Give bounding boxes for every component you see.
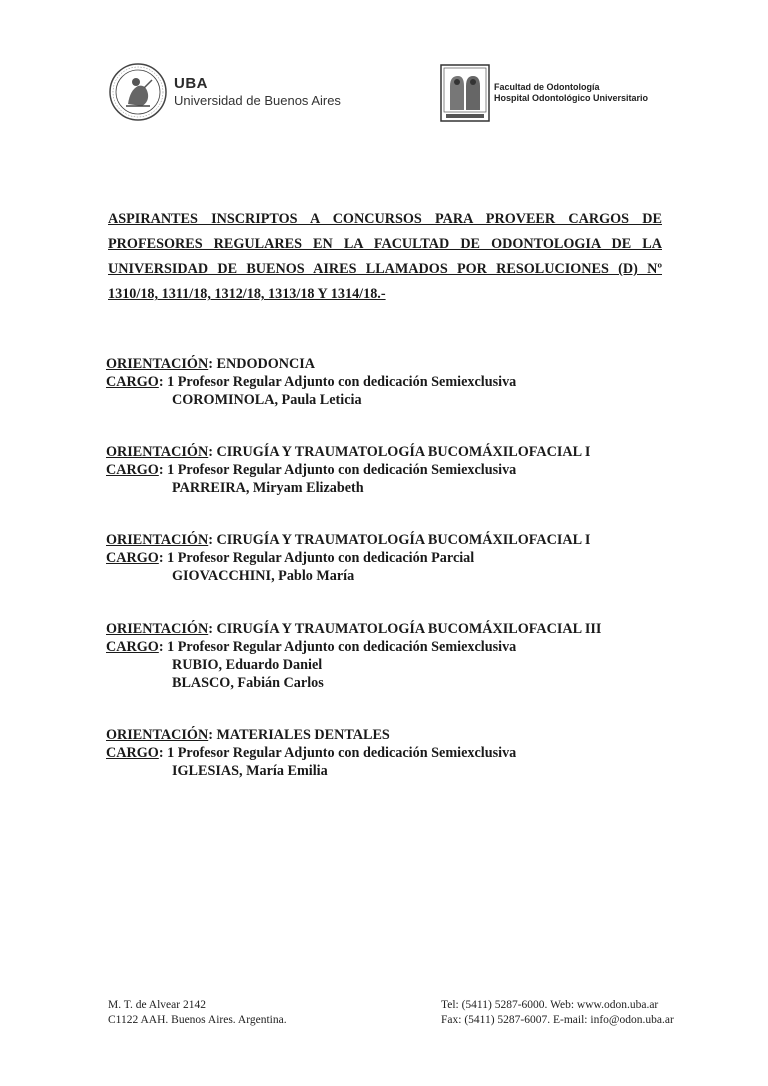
footer-contact bbox=[441, 998, 674, 1028]
orientacion-label: ORIENTACIÓN bbox=[106, 621, 209, 637]
cargo-value: 1 Profesor Regular Adjunto con dedicación Semiexclusiva bbox=[167, 639, 517, 655]
applicant-name: IGLESIAS, María Emilia bbox=[172, 763, 328, 779]
section-cirugia-1-parcial bbox=[106, 531, 590, 585]
cargo-row: CARGO: 1 Profesor Regular Adjunto con dedicación Semiexclusiva bbox=[106, 462, 517, 478]
applicant-name: RUBIO, Eduardo Daniel bbox=[172, 657, 323, 673]
cargo-value: 1 Profesor Regular Adjunto con dedicación Semiexclusiva bbox=[167, 745, 517, 761]
hospital-name: Hospital Odontológico Universitario bbox=[494, 93, 649, 103]
title-line: PROFESORES REGULARES EN LA FACULTAD DE ODONTOLOGIA DE LA bbox=[108, 236, 662, 252]
orientacion-label: ORIENTACIÓN bbox=[106, 532, 209, 548]
address-street: M. T. de Alvear 2142 bbox=[108, 999, 206, 1011]
document-title bbox=[108, 207, 662, 307]
cargo-value: 1 Profesor Regular Adjunto con dedicación Semiexclusiva bbox=[167, 374, 517, 390]
applicant-name: PARREIRA, Miryam Elizabeth bbox=[172, 480, 364, 496]
orientacion-row: ORIENTACIÓN: ENDODONCIA bbox=[106, 356, 316, 372]
cargo-label: CARGO bbox=[106, 550, 159, 566]
orientacion-row: ORIENTACIÓN: MATERIALES DENTALES bbox=[106, 727, 390, 743]
faculty-emblem-icon bbox=[440, 64, 490, 122]
title-line: UNIVERSIDAD DE BUENOS AIRES LLAMADOS POR RESOLUCIONES (D) Nº bbox=[108, 261, 662, 277]
uba-name: UBA bbox=[174, 75, 208, 92]
uba-full-name: Universidad de Buenos Aires bbox=[174, 93, 341, 108]
orientacion-value: MATERIALES DENTALES bbox=[216, 727, 390, 743]
cargo-label: CARGO bbox=[106, 745, 159, 761]
footer-address bbox=[108, 998, 287, 1028]
applicant-name: COROMINOLA, Paula Leticia bbox=[172, 392, 362, 408]
section-materiales-dentales bbox=[106, 726, 516, 780]
applicant-name: BLASCO, Fabián Carlos bbox=[172, 675, 324, 691]
cargo-row: CARGO: 1 Profesor Regular Adjunto con dedicación Parcial bbox=[106, 550, 475, 566]
orientacion-row: ORIENTACIÓN: CIRUGÍA Y TRAUMATOLOGÍA BUCOMÁXILOFACIAL III bbox=[106, 621, 602, 637]
cargo-label: CARGO bbox=[106, 639, 159, 655]
orientacion-row: ORIENTACIÓN: CIRUGÍA Y TRAUMATOLOGÍA BUCOMÁXILOFACIAL I bbox=[106, 444, 591, 460]
orientacion-row: ORIENTACIÓN: CIRUGÍA Y TRAUMATOLOGÍA BUCOMÁXILOFACIAL I bbox=[106, 532, 591, 548]
section-cirugia-3 bbox=[106, 620, 601, 692]
cargo-label: CARGO bbox=[106, 462, 159, 478]
orientacion-value: CIRUGÍA Y TRAUMATOLOGÍA BUCOMÁXILOFACIAL I bbox=[216, 532, 591, 548]
orientacion-value: ENDODONCIA bbox=[216, 356, 316, 372]
uba-seal-icon bbox=[108, 62, 168, 122]
title-line: ASPIRANTES INSCRIPTOS A CONCURSOS PARA PROVEER CARGOS DE bbox=[108, 211, 662, 227]
orientacion-label: ORIENTACIÓN bbox=[106, 444, 209, 460]
faculty-logo bbox=[440, 64, 648, 122]
contact-fax-email: Fax: (5411) 5287-6007. E-mail: info@odon.uba.ar bbox=[441, 1014, 674, 1026]
cargo-row: CARGO: 1 Profesor Regular Adjunto con dedicación Semiexclusiva bbox=[106, 374, 517, 390]
orientacion-value: CIRUGÍA Y TRAUMATOLOGÍA BUCOMÁXILOFACIAL I bbox=[216, 444, 591, 460]
orientacion-label: ORIENTACIÓN bbox=[106, 727, 209, 743]
section-cirugia-1 bbox=[106, 443, 590, 497]
cargo-row: CARGO: 1 Profesor Regular Adjunto con dedicación Semiexclusiva bbox=[106, 745, 517, 761]
cargo-row: CARGO: 1 Profesor Regular Adjunto con dedicación Semiexclusiva bbox=[106, 639, 517, 655]
orientacion-label: ORIENTACIÓN bbox=[106, 356, 209, 372]
cargo-value: 1 Profesor Regular Adjunto con dedicación Semiexclusiva bbox=[167, 462, 517, 478]
orientacion-value: CIRUGÍA Y TRAUMATOLOGÍA BUCOMÁXILOFACIAL III bbox=[216, 621, 602, 637]
title-line: 1310/18, 1311/18, 1312/18, 1313/18 Y 1314/18.- bbox=[108, 286, 386, 302]
contact-phone-web: Tel: (5411) 5287-6000. Web: www.odon.uba.ar bbox=[441, 999, 659, 1011]
faculty-name: Facultad de Odontología bbox=[494, 82, 600, 92]
section-endodoncia bbox=[106, 355, 516, 409]
uba-logo bbox=[108, 62, 341, 122]
address-city: C1122 AAH. Buenos Aires. Argentina. bbox=[108, 1014, 287, 1026]
cargo-value: 1 Profesor Regular Adjunto con dedicación Parcial bbox=[167, 550, 475, 566]
applicant-name: GIOVACCHINI, Pablo María bbox=[172, 568, 355, 584]
cargo-label: CARGO bbox=[106, 374, 159, 390]
